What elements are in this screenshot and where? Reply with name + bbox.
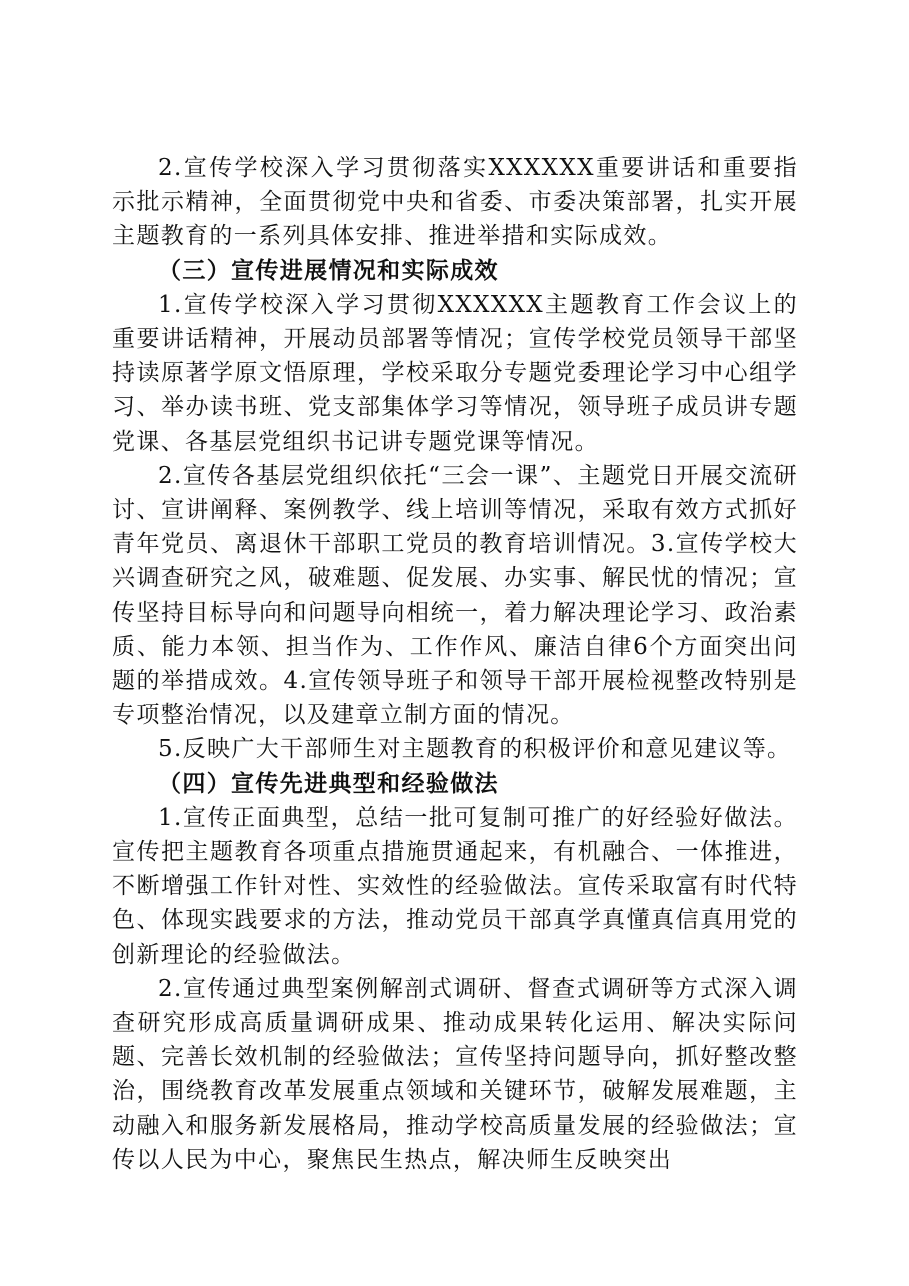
paragraph-3-5-feedback: 5.反映广大干部师生对主题教育的积极评价和意见建议等。 xyxy=(158,736,792,763)
paragraph-3-2-party-organizations: 2.宣传各基层党组织依托“三会一课”、主题党日开展交流研讨、宣讲阐释、案例教学、线上培训等情况，采取有效方式抓好青年党员、离退休干部职工党员的教育培训情况。3.宣传学校大兴调查研究之风，破难题、促发展、办实事、解民忧的情况；宣传坚持目标导向和问题导向相统一，着力解决理论学习、政治素质、能力本领、担当作为、工作作风、廉洁自律6个方面突出问题的举措成效。4.宣传领导班子和领导干部开展检视整改特别是专项整治情况，以及建章立制方面的情况。 xyxy=(112,462,798,729)
document-body xyxy=(112,151,798,1177)
paragraph-2-implementation: 2.宣传学校深入学习贯彻落实XXXXXX重要讲话和重要指示批示精神，全面贯彻党中央和省委、市委决策部署，扎实开展主题教育的一系列具体安排、推进举措和实际成效。 xyxy=(112,155,798,250)
paragraph-3-1-study: 1.宣传学校深入学习贯彻XXXXXX主题教育工作会议上的重要讲话精神，开展动员部署等情况；宣传学校党员领导干部坚持读原著学原文悟原理，学校采取分专题党委理论学习中心组学习、举办读书班、党支部集体学习等情况，领导班子成员讲专题党课、各基层党组织书记讲专题党课等情况。 xyxy=(112,291,798,455)
section-heading-3: （三）宣传进展情况和实际成效 xyxy=(158,256,499,284)
paragraph-4-2-research-practices: 2.宣传通过典型案例解剖式调研、督查式调研等方式深入调查研究形成高质量调研成果、推动成果转化运用、解决实际问题、完善长效机制的经验做法；宣传坚持问题导向，抓好整改整治，围绕教育改革发展重点领域和关键环节，破解发展难题，主动融入和服务新发展格局，推动学校高质量发展的经验做法；宣传以人民为中心，聚焦民生热点，解决师生反映突出 xyxy=(112,975,798,1173)
paragraph-4-1-positive-models: 1.宣传正面典型，总结一批可复制可推广的好经验好做法。宣传把主题教育各项重点措施贯通起来，有机融合、一体推进，不断增强工作针对性、实效性的经验做法。宣传采取富有时代特色、体现实践要求的方法，推动党员干部真学真懂真信真用党的创新理论的经验做法。 xyxy=(112,804,798,968)
section-heading-4: （四）宣传先进典型和经验做法 xyxy=(158,769,499,797)
